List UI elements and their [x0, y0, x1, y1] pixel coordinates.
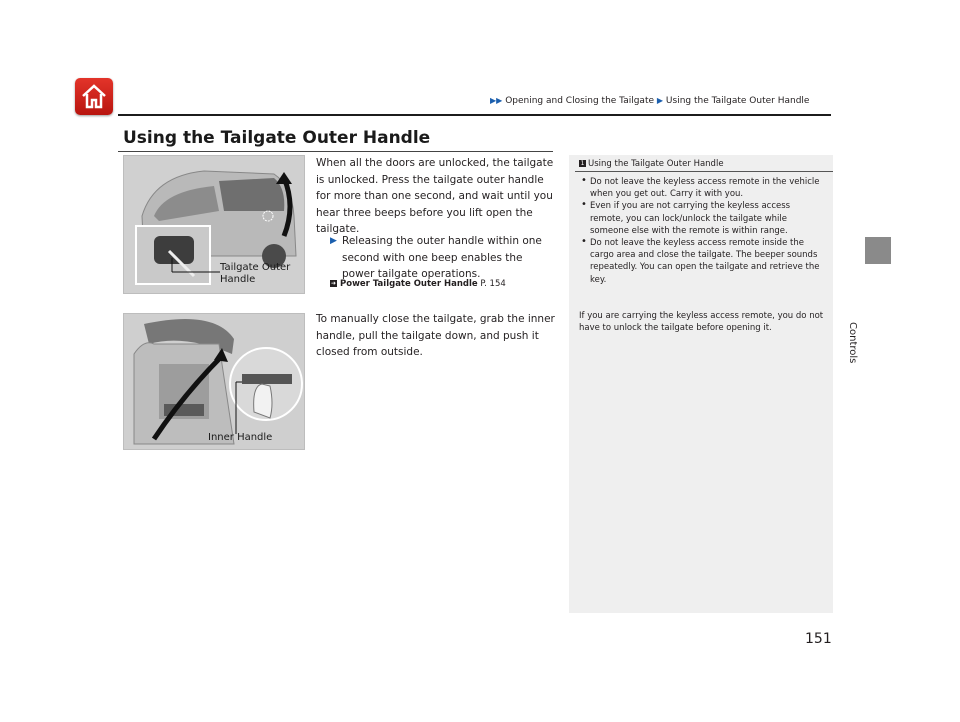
- figure-label-outer-handle: Tailgate Outer Handle: [220, 262, 291, 285]
- page-title: Using the Tailgate Outer Handle: [123, 128, 431, 148]
- breadcrumb-arrow-icon: ▶▶: [490, 96, 503, 105]
- home-icon: [80, 83, 108, 110]
- breadcrumb-item-2[interactable]: Using the Tailgate Outer Handle: [665, 96, 810, 106]
- cross-reference[interactable]: [330, 279, 506, 289]
- section-tab-label: Controls: [847, 322, 858, 364]
- home-button[interactable]: [75, 78, 113, 115]
- inner-handle-figure: [123, 313, 305, 450]
- list-item: • Do not leave the keyless access remote inside the cargo area and close the tailgate. The beeper sounds repeatedly. You can open the tailgate and retrieve the key.: [579, 237, 824, 286]
- sub-paragraph-text: Releasing the outer handle within one second with one beep enables the power tailgate operations.: [342, 235, 542, 280]
- breadcrumb: [490, 96, 809, 106]
- paragraph-2: To manually close the tailgate, grab the inner handle, pull the tailgate down, and push it closed from outside.: [316, 313, 555, 358]
- section-tab-marker[interactable]: [865, 237, 891, 264]
- notes-heading-text: Using the Tailgate Outer Handle: [588, 159, 724, 169]
- list-item: • Do not leave the keyless access remote in the vehicle when you get out. Carry it with you.: [579, 176, 824, 200]
- breadcrumb-item-1[interactable]: Opening and Closing the Tailgate: [505, 96, 655, 106]
- reference-page: P. 154: [480, 279, 506, 289]
- triangle-bullet-icon: ▶: [330, 236, 337, 246]
- notes-bullet-list: [579, 176, 824, 286]
- reference-arrow-icon: ➜: [330, 280, 337, 287]
- cargo-area-illustration: [124, 314, 304, 449]
- reference-title[interactable]: Power Tailgate Outer Handle: [340, 279, 478, 289]
- title-divider: [118, 151, 553, 152]
- figure-label-inner-handle: Inner Handle: [208, 432, 273, 443]
- notes-divider: [575, 171, 833, 172]
- tailgate-outer-handle-figure: [123, 155, 305, 294]
- notes-heading: [579, 159, 724, 169]
- paragraph-1: When all the doors are unlocked, the tailgate is unlocked. Press the tailgate outer handle for more than one second, and wait until you hear three beeps before you lift open the tailgate.: [316, 157, 554, 235]
- notes-paragraph: If you are carrying the keyless access remote, you do not have to unlock the tailgate before opening it.: [579, 311, 824, 334]
- page-number: 151: [805, 631, 832, 647]
- sub-paragraph: [330, 233, 558, 283]
- header-divider: [118, 114, 831, 116]
- breadcrumb-arrow-icon: ▶: [656, 96, 664, 105]
- note-marker-icon: 1: [580, 160, 585, 167]
- list-item: • Even if you are not carrying the keyless access remote, you can lock/unlock the tailgate while someone else with the remote is within range.: [579, 200, 824, 237]
